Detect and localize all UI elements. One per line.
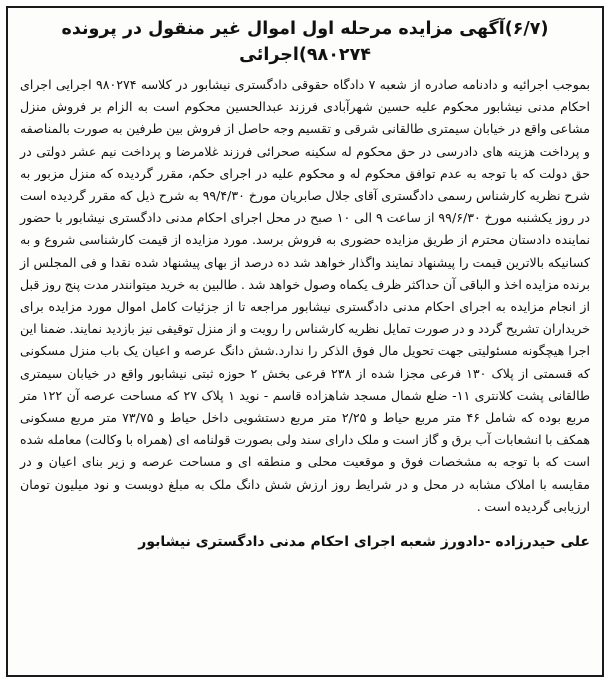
notice-body: بموجب اجرائیه و دادنامه صادره از شعبه ۷ دادگاه حقوقی دادگستری نیشابور در کلاسه ۹۸۰۲۷۴ اجرایی اجرای احکام مدنی نیشابور محکوم علیه حسین شهرآبادی فرزند عبدالحسین محکوم است به الزام بر فروش منزل مشاعی واقع در خیابان سیمتری طالقانی شرقی و تقسیم وجه حاصل از فروش بین طرفین به صورت بالمناصفه و پرداخت هزینه های دادرسی در حق محکوم له سکینه صحرائی فرزند غلامرضا و پرداخت نیم عشر دولتی در حق دولت که با توجه به عدم توافق محکوم له و محکوم علیه در اجرای حکم، مقرر گردیده که منزل مزبور به شرح نظریه کارشناس رسمی دادگستری آقای جلال صابریان مورخ ۹۹/۴/۳۰ به شرح ذیل که مقرر گردیده است در روز یکشنبه مورخ ۹۹/۶/۳۰ از ساعت ۹ الی ۱۰ صبح در محل اجرای احکام مدنی دادگستری نیشابور با حضور نماینده دادستان محترم از طریق مزایده حضوری به فروش برسد. مورد مزایده از قیمت کارشناسی شروع و به کسانیکه بالاترین قیمت را پیشنهاد نمایند واگذار خواهد شد ده درصد از بهای پیشنهاد شده نقدا و فی المجلس از برنده مزایده اخذ و الباقی آن حداکثر ظرف یکماه وصول خواهد شد . طالبین به خرید میتوانندر مدت پنج روز قبل از انجام مزایده به اجرای احکام مدنی دادگستری نیشابور مراجعه تا از جزئیات کامل اموال مورد مزایده برای خریداران تشریح گردد و در صورت تمایل نظریه کارشناس را رویت و از منزل توقیفی نیز بازدید نمایند. ضمنا این اجرا هیچگونه مسئولیتی جهت تحویل مال فوق الذکر را ندارد.شش دانگ عرصه و اعیان یک باب منزل مسکونی که قسمتی از پلاک ۱۳۰ فرعی مجزا شده از ۲۳۸ فرعی بخش ۲ حوزه ثبتی نیشابور واقع در خیابان سیمتری طالقانی پشت کلانتری ۱۱- ضلع شمال مسجد شاهزاده قاسم - نوید ۱ پلاک ۲۷ که مساحت عرصه آن ۱۲۲ متر مربع بوده که شامل ۴۶ متر مربع حیاط و ۲/۲۵ متر مربع دستشویی داخل حیاط و ۷۳/۷۵ متر مربع مسکونی همکف با انشعابات آب برق و گاز است و ملک دارای سند ولی بصورت قولنامه ای (همراه با وکالت) معامله شده است که با توجه به مشخصات فوق و موقعیت محلی و منطقه ای و مساحت عرصه و زیر بنای اعیان و در مقایسه با املاک مشابه در محل و در شرایط روز ارزش شش دانگ ملک به مبلغ دویست و نود میلیون تومان ارزیابی گردیده است . (20, 77, 591, 514)
notice-title-line-2: ۹۸۰۲۷۴)اجرائی (239, 45, 371, 65)
notice-signature: علی حیدرزاده -دادورز شعبه اجرای احکام مدنی دادگستری نیشابور (138, 533, 590, 550)
auction-notice (6, 6, 604, 677)
notice-title-line-1: (۶/۷)آگهی مزایده مرحله اول اموال غیر منقول در پرونده (61, 19, 549, 39)
notice-title (20, 16, 590, 68)
